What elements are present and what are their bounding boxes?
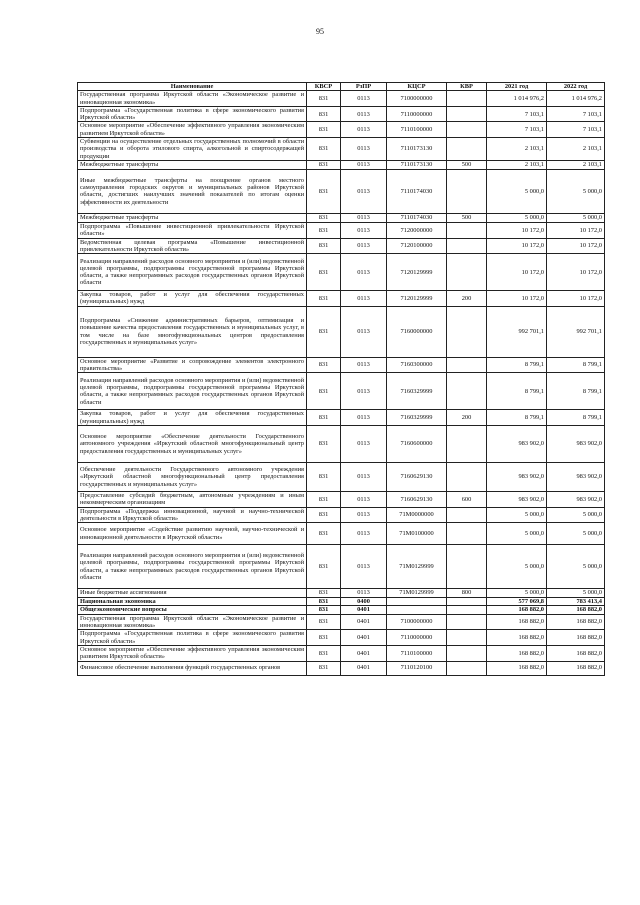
cell-kvsr: 831: [307, 523, 341, 545]
table-row: [78, 238, 605, 254]
cell-rzpr: 0113: [341, 160, 387, 169]
cell-kvr: [447, 630, 487, 646]
cell-2022: 2 103,1: [547, 160, 605, 169]
cell-kvsr: 831: [307, 160, 341, 169]
cell-kvsr: 831: [307, 598, 341, 606]
table-row: [78, 507, 605, 523]
cell-2022: 5 000,0: [547, 589, 605, 598]
cell-kcsr: 7120000000: [387, 222, 447, 238]
cell-name: Подпрограмма «Повышение инвестиционной привлекательности Иркутской области»: [78, 222, 307, 238]
cell-kvr: 800: [447, 589, 487, 598]
cell-kvr: [447, 598, 487, 606]
cell-name: Основное мероприятие «Содействие развитию научной, научно-технической и инновационной деятельности в Иркутской области»: [78, 523, 307, 545]
cell-kvsr: 831: [307, 357, 341, 373]
cell-name: Общеэкономические вопросы: [78, 606, 307, 614]
cell-rzpr: 0113: [341, 169, 387, 213]
cell-kvsr: 831: [307, 91, 341, 107]
cell-rzpr: 0400: [341, 598, 387, 606]
table-row: [78, 91, 605, 107]
cell-2021: 2 103,1: [487, 160, 547, 169]
cell-2022: 992 701,1: [547, 306, 605, 357]
cell-2021: 168 882,0: [487, 614, 547, 630]
cell-name: Реализация направлений расходов основного мероприятия и (или) ведомственной целевой программы, подпрограммы государственной программы Иркутской области, а также непрограммных расходов государственных органов Иркутской области: [78, 373, 307, 410]
table-row: [78, 306, 605, 357]
table-row: [78, 523, 605, 545]
cell-kvsr: 831: [307, 291, 341, 307]
cell-name: Основное мероприятие «Обеспечение эффективного управления экономическим развитием Иркутской области»: [78, 645, 307, 661]
table-row: [78, 630, 605, 646]
cell-rzpr: 0113: [341, 462, 387, 491]
cell-name: Межбюджетные трансферты: [78, 213, 307, 222]
cell-kvr: [447, 138, 487, 161]
cell-kcsr: 7160629130: [387, 491, 447, 507]
cell-kvsr: 831: [307, 645, 341, 661]
cell-rzpr: 0401: [341, 645, 387, 661]
cell-rzpr: 0401: [341, 661, 387, 675]
cell-kvsr: 831: [307, 222, 341, 238]
cell-kvsr: 831: [307, 630, 341, 646]
cell-name: Закупка товаров, работ и услуг для обеспечения государственных (муниципальных) нужд: [78, 410, 307, 426]
cell-kvr: [447, 254, 487, 291]
cell-kvsr: 831: [307, 606, 341, 614]
cell-rzpr: 0113: [341, 213, 387, 222]
cell-rzpr: 0113: [341, 122, 387, 138]
cell-rzpr: 0113: [341, 138, 387, 161]
table-body: [78, 91, 605, 675]
cell-kvr: [447, 122, 487, 138]
cell-kvr: [447, 661, 487, 675]
cell-2022: 5 000,0: [547, 523, 605, 545]
cell-kvr: 200: [447, 410, 487, 426]
cell-2021: 5 000,0: [487, 213, 547, 222]
cell-name: Финансовое обеспечение выполнения функций государственных органов: [78, 661, 307, 675]
cell-rzpr: 0113: [341, 507, 387, 523]
cell-2022: 168 882,0: [547, 614, 605, 630]
cell-kvr: [447, 523, 487, 545]
cell-kvr: [447, 238, 487, 254]
cell-2021: 983 902,0: [487, 462, 547, 491]
cell-kvsr: 831: [307, 306, 341, 357]
cell-name: Реализация направлений расходов основного мероприятия и (или) ведомственной целевой программы, подпрограммы государственной программы Иркутской области, а также непрограммных расходов государственных органов Иркутской области: [78, 545, 307, 589]
cell-kvsr: 831: [307, 589, 341, 598]
cell-kcsr: 7160629130: [387, 462, 447, 491]
header-2021: 2021 год: [487, 83, 547, 91]
cell-2021: 168 882,0: [487, 661, 547, 675]
cell-rzpr: 0113: [341, 91, 387, 107]
cell-name: Государственная программа Иркутской области «Экономическое развитие и инновационная экономика»: [78, 91, 307, 107]
table-row: [78, 462, 605, 491]
cell-2022: 5 000,0: [547, 545, 605, 589]
cell-2022: 5 000,0: [547, 213, 605, 222]
cell-name: Закупка товаров, работ и услуг для обеспечения государственных (муниципальных) нужд: [78, 291, 307, 307]
cell-2022: 983 902,0: [547, 491, 605, 507]
cell-rzpr: 0113: [341, 106, 387, 122]
cell-2021: 10 172,0: [487, 222, 547, 238]
cell-name: Иные бюджетные ассигнования: [78, 589, 307, 598]
cell-kvsr: 831: [307, 614, 341, 630]
table-row: [78, 106, 605, 122]
cell-kcsr: 7100000000: [387, 91, 447, 107]
table-row: [78, 545, 605, 589]
cell-kcsr: 7110174030: [387, 213, 447, 222]
cell-kvr: [447, 373, 487, 410]
cell-2022: 8 799,1: [547, 410, 605, 426]
cell-2022: 983 902,0: [547, 425, 605, 462]
cell-2021: 168 882,0: [487, 630, 547, 646]
cell-2021: 992 701,1: [487, 306, 547, 357]
cell-2022: 168 882,0: [547, 606, 605, 614]
cell-name: Национальная экономика: [78, 598, 307, 606]
cell-kcsr: 7160329999: [387, 410, 447, 426]
table-row: [78, 160, 605, 169]
cell-kvsr: 831: [307, 410, 341, 426]
table-row: [78, 138, 605, 161]
table-row: [78, 254, 605, 291]
cell-rzpr: 0401: [341, 630, 387, 646]
cell-2021: 168 882,0: [487, 606, 547, 614]
cell-2021: 8 799,1: [487, 357, 547, 373]
cell-kcsr: 7110100000: [387, 122, 447, 138]
page-number: 95: [316, 27, 324, 36]
cell-2021: 983 902,0: [487, 491, 547, 507]
cell-kvsr: 831: [307, 213, 341, 222]
cell-2021: 8 799,1: [487, 373, 547, 410]
cell-kcsr: 7120100000: [387, 238, 447, 254]
cell-kcsr: 71М0129999: [387, 545, 447, 589]
cell-rzpr: 0113: [341, 373, 387, 410]
cell-rzpr: 0113: [341, 254, 387, 291]
cell-2022: 10 172,0: [547, 238, 605, 254]
header-kcsr: КЦСР: [387, 83, 447, 91]
cell-2022: 7 103,1: [547, 122, 605, 138]
cell-name: Реализация направлений расходов основного мероприятия и (или) ведомственной целевой программы, подпрограммы государственной программы Иркутской области, а также непрограммных расходов государственных органов Иркутской области: [78, 254, 307, 291]
cell-name: Подпрограмма «Поддержка инновационной, научной и научно-технической деятельности в Иркутской области»: [78, 507, 307, 523]
cell-rzpr: 0113: [341, 491, 387, 507]
cell-name: Подпрограмма «Государственная политика в сфере экономического развития Иркутской области»: [78, 630, 307, 646]
table-row: [78, 122, 605, 138]
cell-rzpr: 0401: [341, 606, 387, 614]
cell-kvsr: 831: [307, 425, 341, 462]
table-row: [78, 222, 605, 238]
cell-kvsr: 831: [307, 491, 341, 507]
cell-rzpr: 0401: [341, 614, 387, 630]
cell-2022: 168 882,0: [547, 661, 605, 675]
cell-kvr: [447, 507, 487, 523]
cell-kcsr: 7110000000: [387, 630, 447, 646]
cell-2022: 10 172,0: [547, 222, 605, 238]
cell-kvr: [447, 545, 487, 589]
cell-kvr: 500: [447, 213, 487, 222]
cell-rzpr: 0113: [341, 545, 387, 589]
header-kvsr: КВСР: [307, 83, 341, 91]
cell-kvr: 500: [447, 160, 487, 169]
cell-kvr: [447, 91, 487, 107]
cell-2022: 983 902,0: [547, 462, 605, 491]
cell-2021: 5 000,0: [487, 523, 547, 545]
cell-2021: 1 014 976,2: [487, 91, 547, 107]
table-row: [78, 213, 605, 222]
cell-kcsr: 7110173130: [387, 160, 447, 169]
cell-2022: 168 882,0: [547, 630, 605, 646]
table-row: [78, 169, 605, 213]
cell-rzpr: 0113: [341, 523, 387, 545]
cell-rzpr: 0113: [341, 291, 387, 307]
cell-2022: 10 172,0: [547, 291, 605, 307]
cell-rzpr: 0113: [341, 425, 387, 462]
cell-kcsr: 7110173130: [387, 138, 447, 161]
cell-2021: 7 103,1: [487, 106, 547, 122]
cell-kcsr: 7160000000: [387, 306, 447, 357]
header-2022: 2022 год: [547, 83, 605, 91]
table-row: [78, 357, 605, 373]
cell-2022: 5 000,0: [547, 169, 605, 213]
cell-2022: 168 882,0: [547, 645, 605, 661]
cell-kvsr: 831: [307, 507, 341, 523]
cell-kvr: [447, 222, 487, 238]
cell-name: Основное мероприятие «Развитие и сопровождение элементов электронного правительства»: [78, 357, 307, 373]
cell-kcsr: [387, 606, 447, 614]
cell-rzpr: 0113: [341, 357, 387, 373]
table-row: [78, 491, 605, 507]
cell-2021: 5 000,0: [487, 545, 547, 589]
cell-kvr: [447, 306, 487, 357]
cell-kvsr: 831: [307, 106, 341, 122]
cell-kvr: 200: [447, 291, 487, 307]
cell-name: Обеспечение деятельности Государственного автономного учреждения «Иркутский областной многофункциональный центр предоставления государственных и муниципальных услуг»: [78, 462, 307, 491]
cell-2021: 577 069,8: [487, 598, 547, 606]
cell-name: Основное мероприятие «Обеспечение деятельности Государственного автономного учреждения «Иркутский областной многофункциональный центр предоставления государственных и муниципальных услуг»: [78, 425, 307, 462]
cell-name: Ведомственная целевая программа «Повышение инвестиционной привлекательности Иркутской области»: [78, 238, 307, 254]
cell-name: Подпрограмма «Государственная политика в сфере экономического развития Иркутской области»: [78, 106, 307, 122]
cell-name: Иные межбюджетные трансферты на поощрение органов местного самоуправления городских округов и муниципальных районов Иркутской области, достигших наилучших значений показателей по итогам оценки эффективности их деятельности: [78, 169, 307, 213]
table-header-row: [78, 83, 605, 91]
table-row: [78, 373, 605, 410]
cell-kcsr: 7110100000: [387, 645, 447, 661]
cell-2022: 2 103,1: [547, 138, 605, 161]
cell-kvsr: 831: [307, 169, 341, 213]
cell-kcsr: 7110120100: [387, 661, 447, 675]
cell-2021: 168 882,0: [487, 645, 547, 661]
cell-kvsr: 831: [307, 373, 341, 410]
cell-kcsr: 7160329999: [387, 373, 447, 410]
cell-2021: 983 902,0: [487, 425, 547, 462]
cell-2022: 783 413,4: [547, 598, 605, 606]
cell-2021: 5 000,0: [487, 169, 547, 213]
cell-name: Подпрограмма «Снижение административных барьеров, оптимизация и повышение качества предоставления государственных и муниципальных услуг, в том числе на базе многофункциональных центров предоставления государственных и муниципальных услуг»: [78, 306, 307, 357]
cell-kvsr: 831: [307, 661, 341, 675]
cell-name: Субвенции на осуществление отдельных государственных полномочий в области производства и оборота этилового спирта, алкогольной и спиртосодержащей продукции: [78, 138, 307, 161]
cell-kvr: [447, 106, 487, 122]
cell-rzpr: 0113: [341, 222, 387, 238]
header-rzpr: РзПР: [341, 83, 387, 91]
cell-kvr: [447, 606, 487, 614]
table-row: [78, 410, 605, 426]
cell-2021: 10 172,0: [487, 238, 547, 254]
cell-2022: 8 799,1: [547, 373, 605, 410]
cell-rzpr: 0113: [341, 306, 387, 357]
cell-2021: 10 172,0: [487, 291, 547, 307]
cell-rzpr: 0113: [341, 410, 387, 426]
cell-kcsr: 71М0000000: [387, 507, 447, 523]
cell-kvr: [447, 614, 487, 630]
cell-kcsr: [387, 598, 447, 606]
cell-kvsr: 831: [307, 545, 341, 589]
cell-name: Предоставление субсидий бюджетным, автономным учреждениям и иным некоммерческим организациям: [78, 491, 307, 507]
cell-2021: 7 103,1: [487, 122, 547, 138]
cell-kcsr: 71М0129999: [387, 589, 447, 598]
table-row: [78, 291, 605, 307]
cell-name: Межбюджетные трансферты: [78, 160, 307, 169]
cell-2022: 10 172,0: [547, 254, 605, 291]
cell-2021: 5 000,0: [487, 589, 547, 598]
cell-kvsr: 831: [307, 238, 341, 254]
budget-table: [77, 82, 605, 676]
cell-kvr: [447, 645, 487, 661]
cell-kcsr: 7120129999: [387, 291, 447, 307]
cell-kcsr: 7110174030: [387, 169, 447, 213]
cell-kvsr: 831: [307, 138, 341, 161]
table-row: [78, 661, 605, 675]
cell-2021: 8 799,1: [487, 410, 547, 426]
cell-kcsr: 7160300000: [387, 357, 447, 373]
cell-kcsr: 7120129999: [387, 254, 447, 291]
cell-kvsr: 831: [307, 122, 341, 138]
cell-2021: 2 103,1: [487, 138, 547, 161]
cell-2021: 5 000,0: [487, 507, 547, 523]
cell-rzpr: 0113: [341, 238, 387, 254]
cell-kcsr: 71М0100000: [387, 523, 447, 545]
cell-kvr: [447, 169, 487, 213]
cell-kcsr: 7160600000: [387, 425, 447, 462]
header-kvr: КВР: [447, 83, 487, 91]
cell-kvr: [447, 425, 487, 462]
table-row: [78, 589, 605, 598]
table-row: [78, 598, 605, 606]
cell-name: Основное мероприятие «Обеспечение эффективного управления экономическим развитием Иркутской области»: [78, 122, 307, 138]
cell-2022: 8 799,1: [547, 357, 605, 373]
cell-rzpr: 0113: [341, 589, 387, 598]
table-row: [78, 614, 605, 630]
cell-2021: 10 172,0: [487, 254, 547, 291]
table-row: [78, 606, 605, 614]
cell-2022: 5 000,0: [547, 507, 605, 523]
cell-kvr: 600: [447, 491, 487, 507]
cell-kvr: [447, 462, 487, 491]
cell-2022: 1 014 976,2: [547, 91, 605, 107]
table-row: [78, 645, 605, 661]
cell-kvr: [447, 357, 487, 373]
table-row: [78, 425, 605, 462]
cell-kvsr: 831: [307, 254, 341, 291]
header-name: Наименование: [78, 83, 307, 91]
cell-name: Государственная программа Иркутской области «Экономическое развитие и инновационная экономика»: [78, 614, 307, 630]
cell-2022: 7 103,1: [547, 106, 605, 122]
cell-kvsr: 831: [307, 462, 341, 491]
cell-kcsr: 7110000000: [387, 106, 447, 122]
cell-kcsr: 7100000000: [387, 614, 447, 630]
